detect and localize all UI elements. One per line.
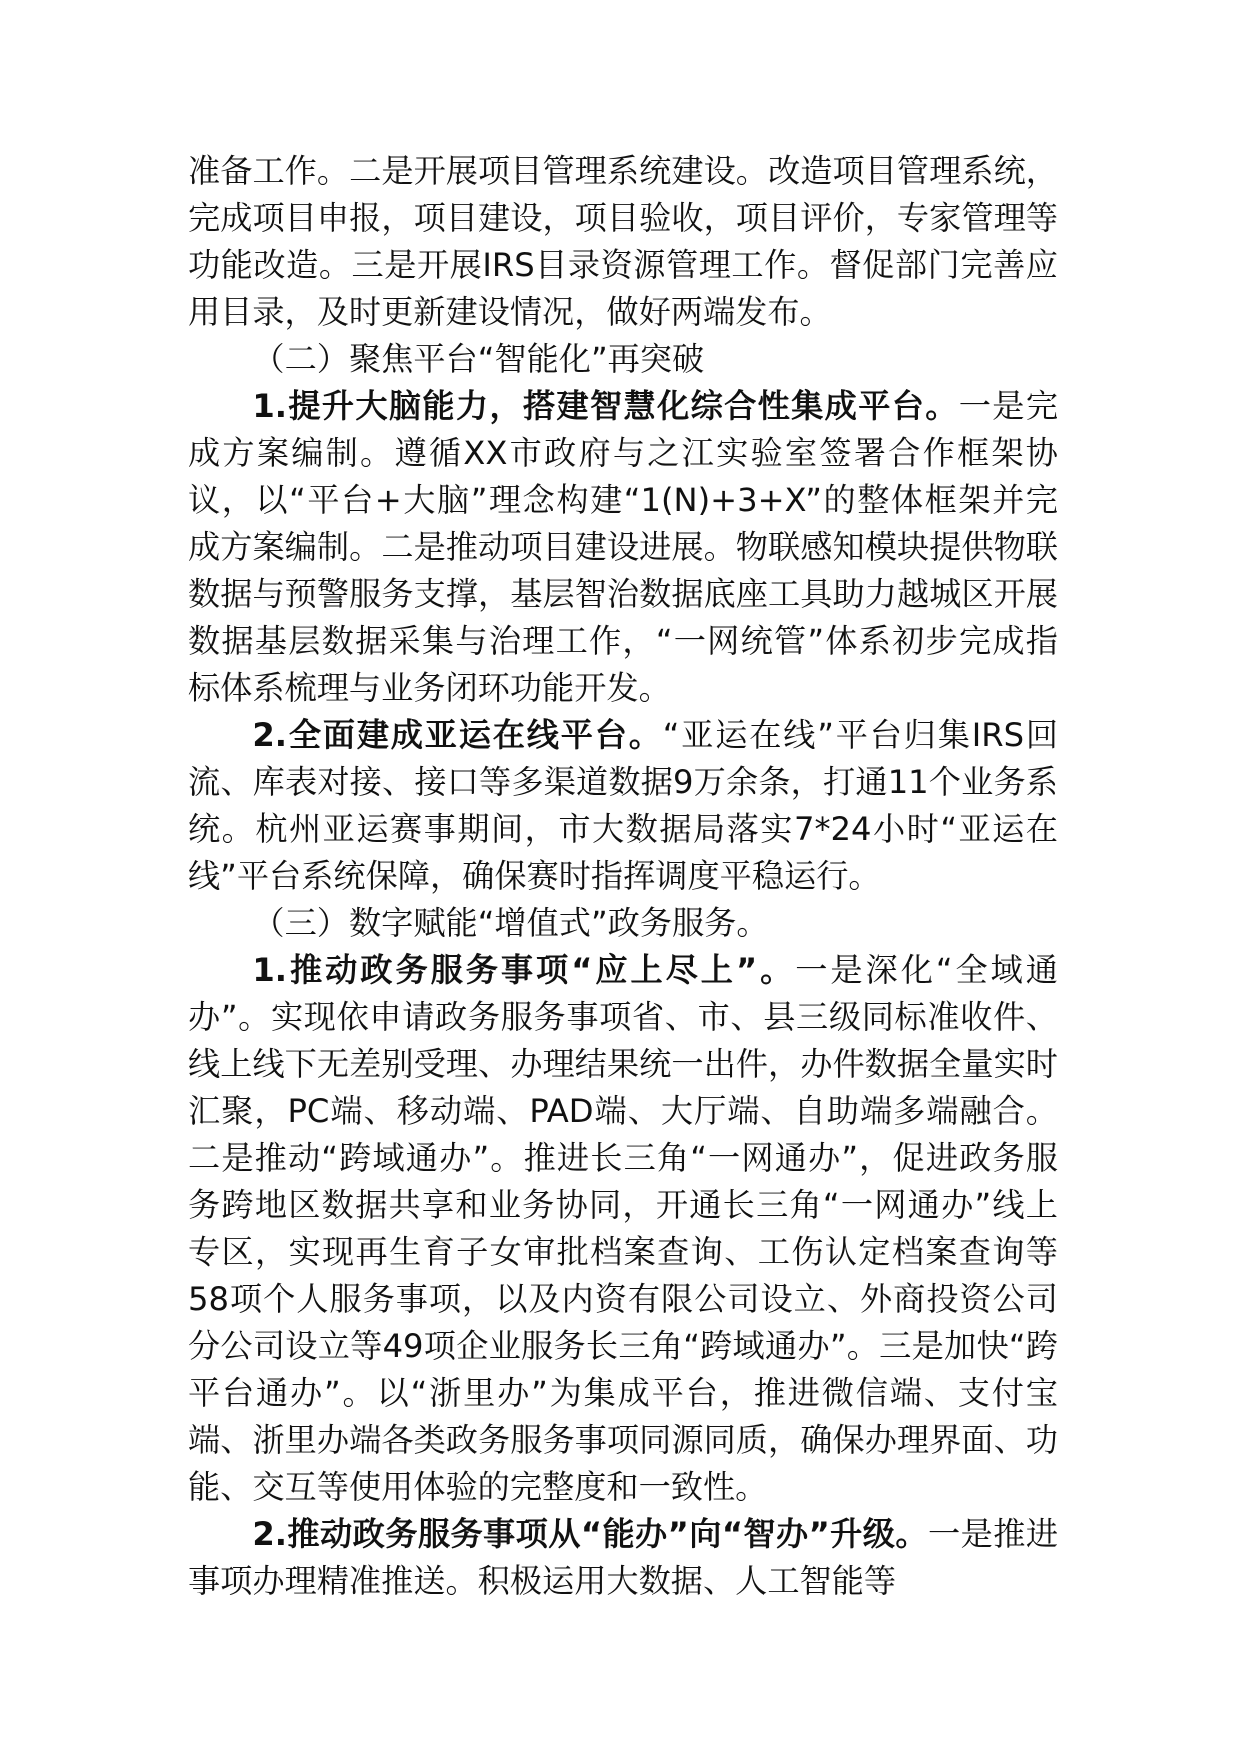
paragraph-services-online (188, 947, 1058, 1511)
section-heading-2: （二）聚焦平台“智能化”再突破 (252, 340, 705, 378)
paragraph-asian-games (188, 712, 1058, 900)
paragraph-body-1: 一是完成方案编制。遵循XX市政府与之江实验室签署合作框架协议，以“平台+大脑”理念构建“1(N)+3+X”的整体框架并完成方案编制。二是推动项目建设进展。物联感知模块提供物联数据与预警服务支撑，基层智治数据底座工具助力越城区开展数据基层数据采集与治理工作，“一网统管”体系初步完成指标体系梳理与业务闭环功能开发。 (188, 387, 1059, 707)
section-heading-3: （三）数字赋能“增值式”政务服务。 (252, 904, 769, 942)
paragraph-lead-1: 1.提升大脑能力，搭建智慧化综合性集成平台。 (252, 387, 959, 425)
paragraph-brain-platform (188, 383, 1058, 712)
paragraph-lead-3: 1.推动政务服务事项“应上尽上”。 (252, 951, 796, 989)
paragraph-continuation: 准备工作。二是开展项目管理系统建设。改造项目管理系统，完成项目申报，项目建设，项目验收，项目评价，专家管理等功能改造。三是开展IRS目录资源管理工作。督促部门完善应用目录，及时更新建设情况，做好两端发布。 (188, 152, 1058, 331)
paragraph-lead-2: 2.全面建成亚运在线平台。 (252, 716, 663, 754)
paragraph-body-4: 一是推进事项办理精准推送。积极运用大数据、人工智能等 (188, 1515, 1059, 1600)
paragraph-body-3: 一是深化“全域通办”。实现依申请政务服务事项省、市、县三级同标准收件、线上线下无差别受理、办理结果统一出件，办件数据全量实时汇聚，PC端、移动端、PAD端、大厅端、自助端多端融合。二是推动“跨域通办”。推进长三角“一网通办”，促进政务服务跨地区数据共享和业务协同，开通长三角“一网通办”线上专区，实现再生育子女审批档案查询、工伤认定档案查询等58项个人服务事项，以及内资有限公司设立、外商投资公司分公司设立等49项企业服务长三角“跨域通办”。三是加快“跨平台通办”。以“浙里办”为集成平台，推进微信端、支付宝端、浙里办端各类政务服务事项同源同质，确保办理界面、功能、交互等使用体验的完整度和一致性。 (188, 951, 1058, 1506)
paragraph-lead-4: 2.推动政务服务事项从“能办”向“智办”升级。 (252, 1515, 928, 1553)
paragraph-smart-services (188, 1511, 1058, 1605)
paragraph-body-2: “亚运在线”平台归集IRS回流、库表对接、接口等多渠道数据9万余条，打通11个业务系统。杭州亚运赛事期间，市大数据局落实7*24小时“亚运在线”平台系统保障，确保赛时指挥调度平稳运行。 (188, 716, 1059, 895)
document-body (188, 148, 1058, 1605)
